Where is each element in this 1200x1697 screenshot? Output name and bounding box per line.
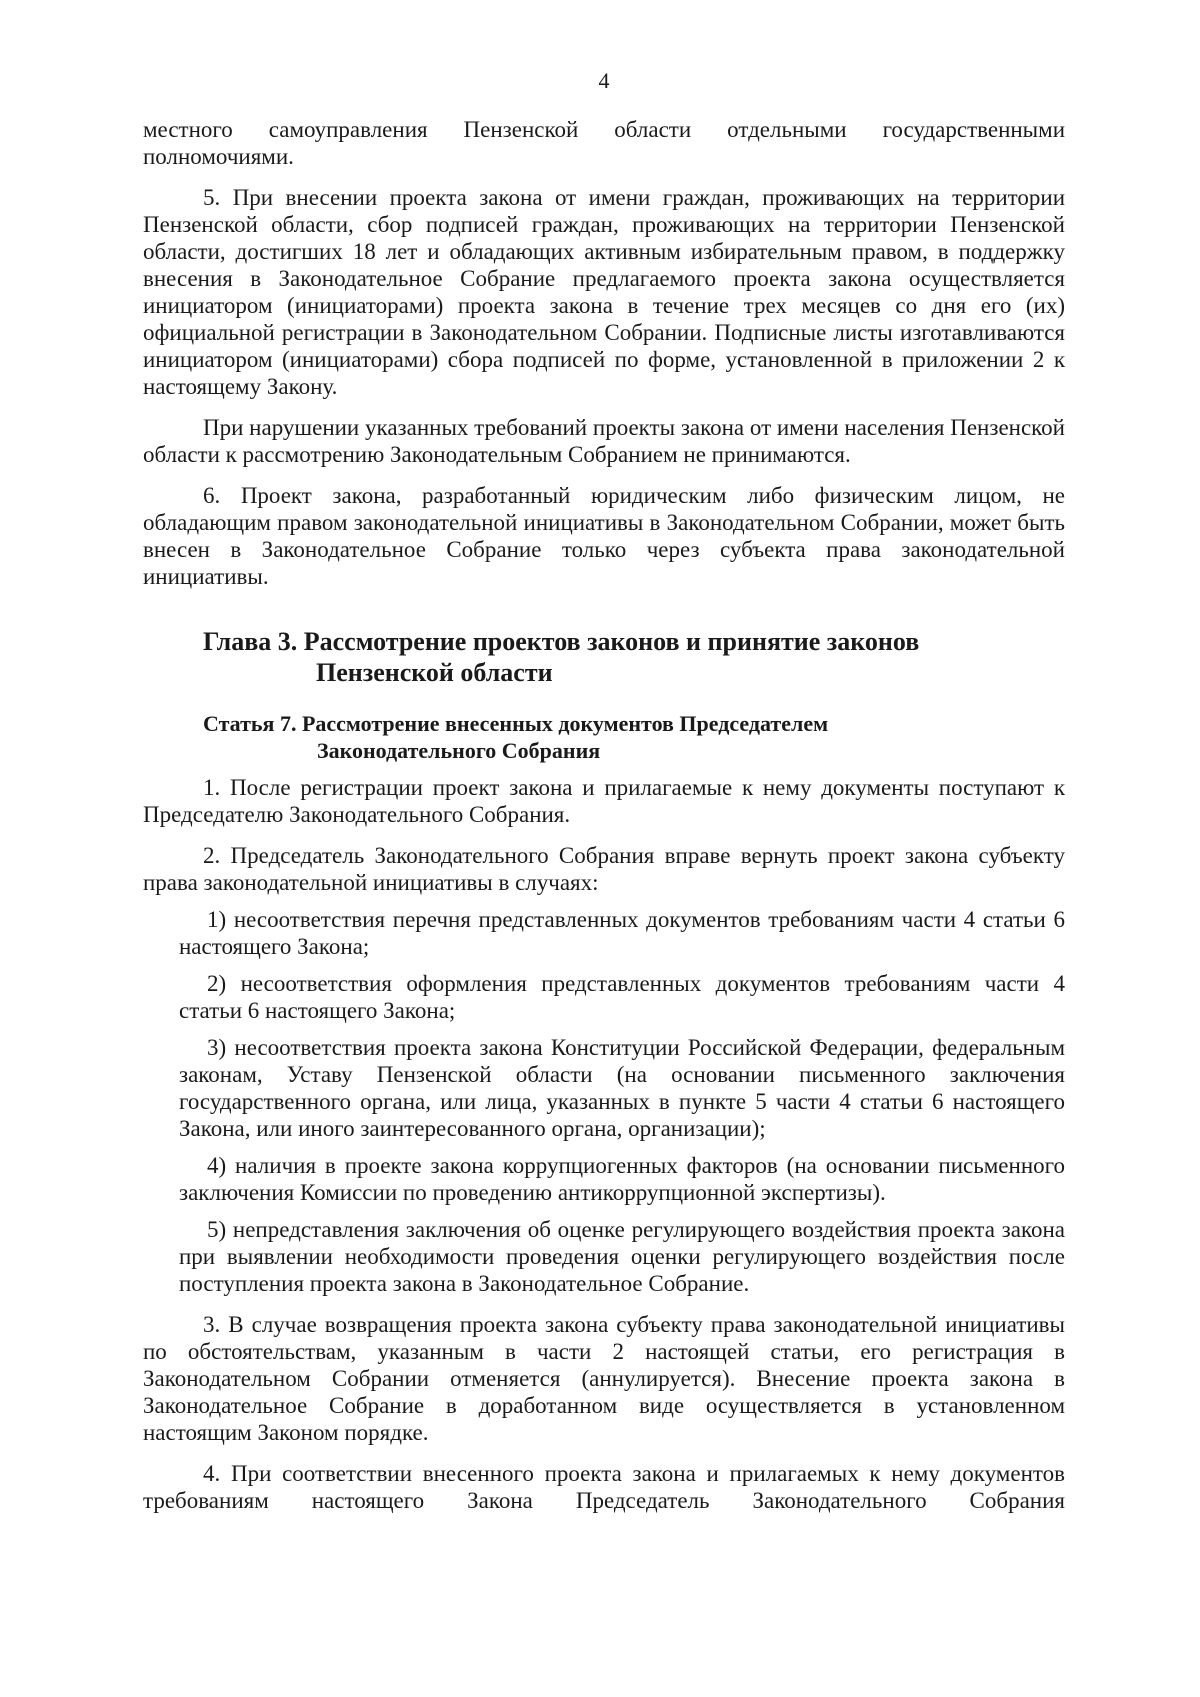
article-7-part-3: 3. В случае возвращения проекта закона субъекту права законодательной инициативы по обстоятельствам, указанным в части 2 настоящей статьи, его регистрация в Законодательном Собрании отменяется (аннулируется). Внесение проекта закона в Законодательное Собрание в доработанном виде осуществляется в установленном настоящим Законом порядке. <box>143 1312 1065 1445</box>
article-7-part-2-item-1: 1) несоответствия перечня представленных документов требованиям части 4 статьи 6 настоящего Закона; <box>179 907 1065 959</box>
article-heading-line-2: Законодательного Собрания <box>317 738 601 763</box>
article-7-part-4: 4. При соответствии внесенного проекта закона и прилагаемых к нему документов требованиям настоящего Закона Председатель Законодательного Собрания <box>143 1461 1065 1513</box>
chapter-heading-line-1: Глава 3. Рассмотрение проектов законов и принятие законов <box>203 627 920 656</box>
article-7-part-2-item-4: 4) наличия в проекте закона коррупциогенных факторов (на основании письменного заключения Комиссии по проведению антикоррупционной экспертизы). <box>179 1153 1065 1205</box>
chapter-heading-line-2: Пензенской области <box>316 658 553 687</box>
article-7-part-1: 1. После регистрации проект закона и прилагаемые к нему документы поступают к Председателю Законодательного Собрания. <box>143 775 1065 827</box>
article-heading-line-1: Статья 7. Рассмотрение внесенных документов Председателем <box>203 711 829 736</box>
continuation-paragraph: местного самоуправления Пензенской области отдельными государственными полномочиями. <box>143 117 1065 169</box>
chapter-heading <box>203 626 1065 688</box>
page-number: 4 <box>598 68 610 93</box>
article-7-part-2: 2. Председатель Законодательного Собрания вправе вернуть проект закона субъекту права законодательной инициативы в случаях: <box>143 843 1065 895</box>
article-heading <box>203 710 1065 764</box>
article-7-part-2-item-2: 2) несоответствия оформления представленных документов требованиям части 4 статьи 6 настоящего Закона; <box>179 971 1065 1023</box>
document-page <box>143 68 1065 1514</box>
article-7-part-2-item-5: 5) непредставления заключения об оценке регулирующего воздействия проекта закона при выявлении необходимости проведения оценки регулирующего воздействия после поступления проекта закона в Законодательное Собрание. <box>179 1217 1065 1296</box>
article-7-part-2-item-3: 3) несоответствия проекта закона Конституции Российской Федерации, федеральным законам, Уставу Пензенской области (на основании письменного заключения государственного органа, или лица, указанных в пункте 5 части 4 статьи 6 настоящего Закона, или иного заинтересованного органа, организации); <box>179 1035 1065 1141</box>
paragraph-5: 5. При внесении проекта закона от имени граждан, проживающих на территории Пензенской области, сбор подписей граждан, проживающих на территории Пензенской области, достигших 18 лет и обладающих активным избирательным правом, в поддержку внесения в Законодательное Собрание предлагаемого проекта закона осуществляется инициатором (инициаторами) проекта закона в течение трех месяцев со дня его (их) официальной регистрации в Законодательном Собрании. Подписные листы изготавливаются инициатором (инициаторами) сбора подписей по форме, установленной в приложении 2 к настоящему Закону. <box>143 185 1065 399</box>
paragraph-5-violation: При нарушении указанных требований проекты закона от имени населения Пензенской области к рассмотрению Законодательным Собранием не принимаются. <box>143 415 1065 467</box>
paragraph-6: 6. Проект закона, разработанный юридическим либо физическим лицом, не обладающим правом законодательной инициативы в Законодательном Собрании, может быть внесен в Законодательное Собрание только через субъекта права законодательной инициативы. <box>143 483 1065 589</box>
